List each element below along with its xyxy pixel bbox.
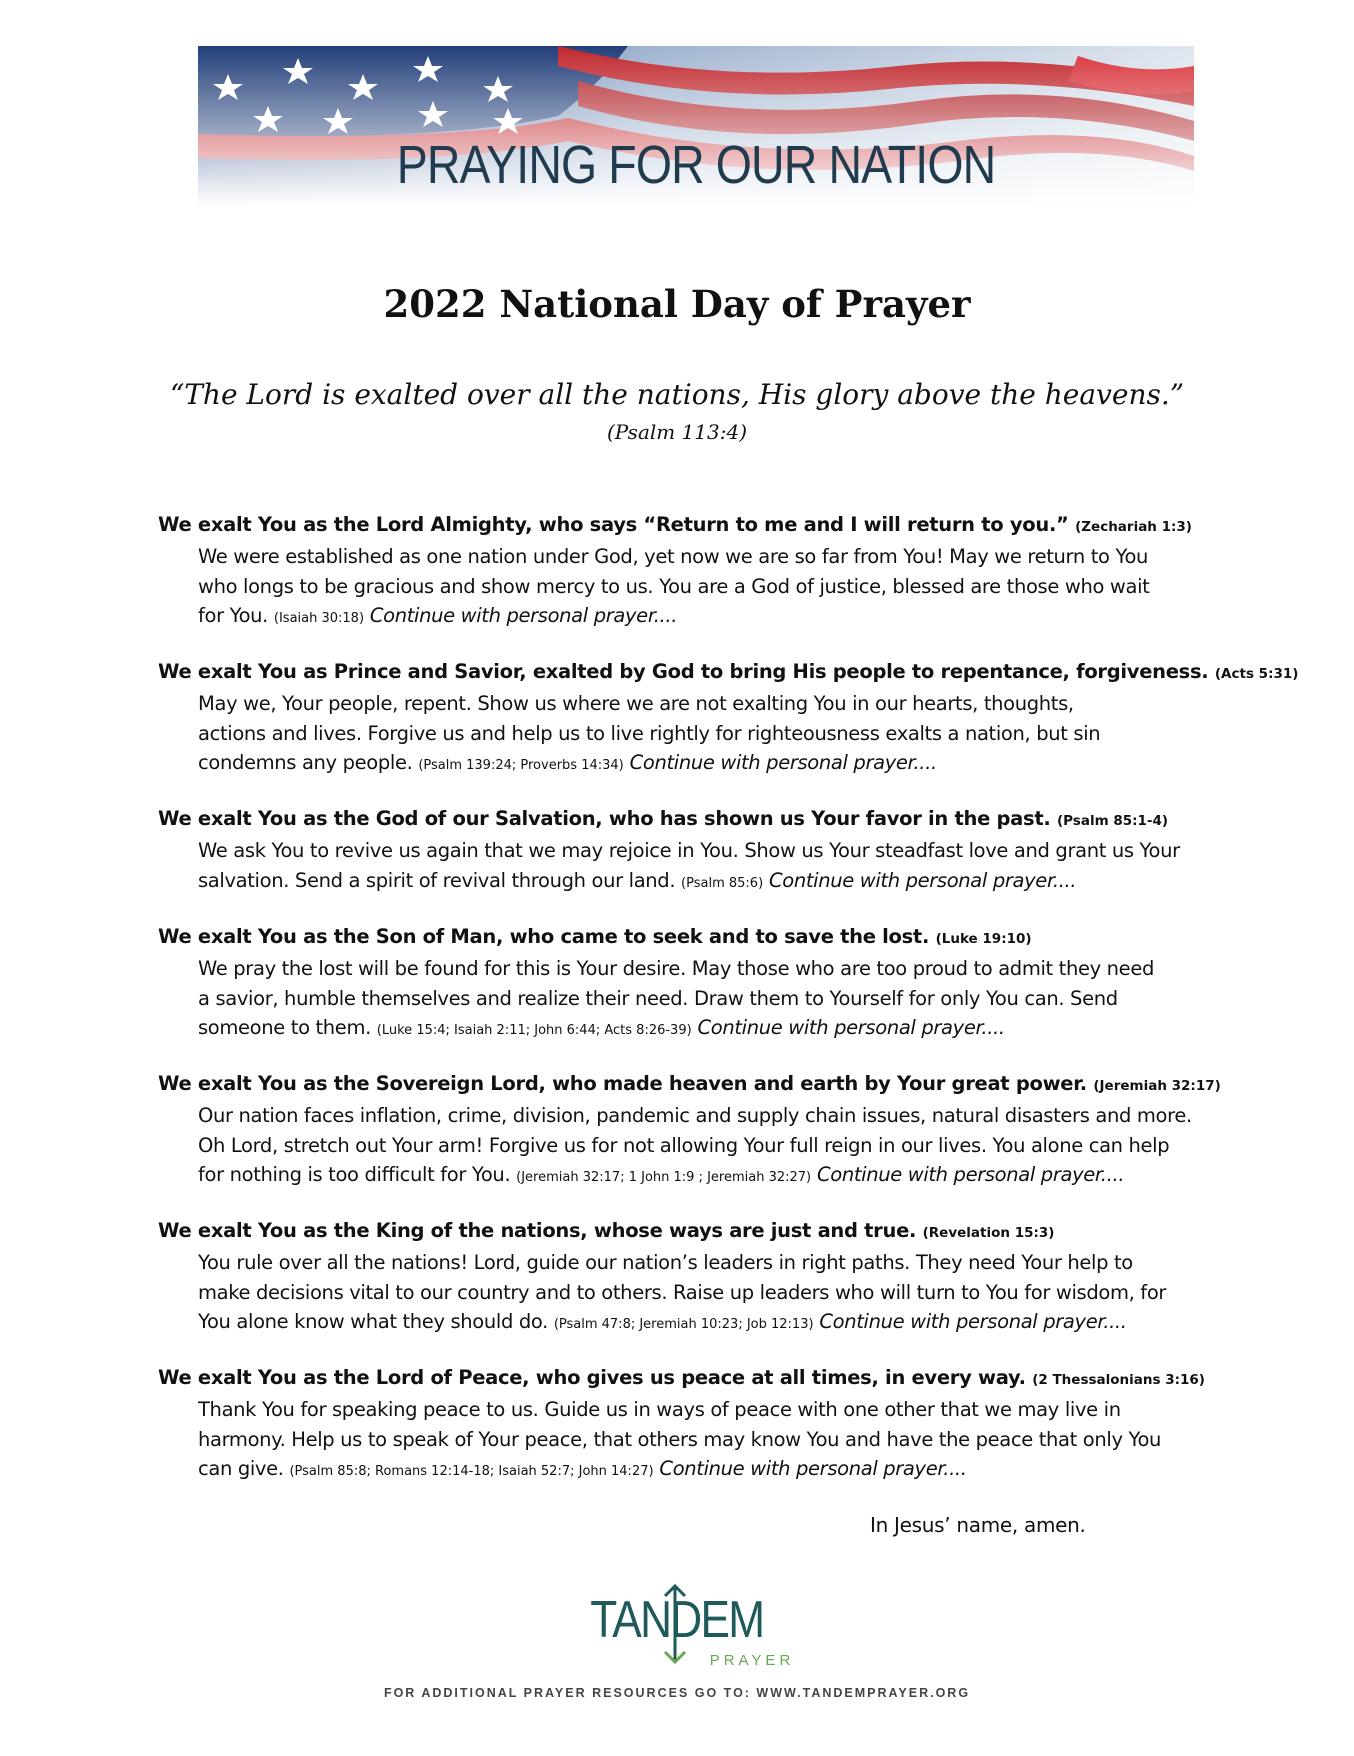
continue-prompt: Continue with personal prayer.... (697, 1016, 1005, 1039)
prayer-section (158, 657, 1299, 781)
prayer-body: May we, Your people, repent. Show us where we are not exalting You in our hearts, thoughts, actions and lives. Forgive us and help us to live rightly for righteousness exalts a nation, but sin condemns any people. (Psalm 139:24; Proverbs 14:34) Continue with personal prayer.... (198, 692, 1101, 774)
prayer-section (158, 804, 1228, 898)
prayer-heading: We exalt You as the King of the nations, whose ways are just and true. (Revelation 15:3) (158, 1219, 1055, 1242)
heading-reference: (Jeremiah 32:17) (1093, 1078, 1221, 1094)
prayer-body: We pray the lost will be found for this is Your desire. May those who are too proud to admit they need a savior, humble themselves and realize their need. Draw them to Yourself for only You can. Send someone to them. (Luke 15:4; Isaiah 2:11; John 6:44; Acts 8:26-39) Continue with personal prayer.... (198, 957, 1155, 1039)
prayer-body: You rule over all the nations! Lord, guide our nation’s leaders in right paths. They need Your help to make decisions vital to our country and to others. Raise up leaders who will turn to You for wisdom, for You alone know what they should do. (Psalm 47:8; Jeremiah 10:23; Job 12:13) Continue with personal prayer.... (198, 1251, 1167, 1333)
prayer-body: We ask You to revive us again that we may rejoice in You. Show us Your steadfast love and grant us Your salvation. Send a spirit of revival through our land. (Psalm 85:6) Continue with personal prayer.... (198, 839, 1180, 892)
prayer-section (158, 1363, 1228, 1487)
heading-reference: (2 Thessalonians 3:16) (1032, 1372, 1205, 1388)
scripture-refs: (Psalm 139:24; Proverbs 14:34) (418, 758, 624, 773)
scripture-refs: (Psalm 85:6) (681, 875, 764, 891)
closing-line: In Jesus’ name, amen. (870, 1513, 1086, 1537)
prayer-body: We were established as one nation under God, yet now we are so far from You! May we return to You who longs to be gracious and show mercy to us. You are a God of justice, blessed are those who wait for You. (Isaiah 30:18) Continue with personal prayer.... (198, 545, 1150, 627)
prayer-section (158, 1069, 1228, 1193)
heading-reference: (Zechariah 1:3) (1075, 519, 1192, 535)
prayer-heading: We exalt You as the Son of Man, who came to seek and to save the lost. (Luke 19:10) (158, 925, 1032, 948)
scripture-refs: (Isaiah 30:18) (273, 611, 365, 626)
flag-banner (198, 46, 1194, 206)
scripture-refs: (Psalm 85:8; Romans 12:14-18; Isaiah 52:7; John 14:27) (289, 1464, 654, 1479)
prayer-heading: We exalt You as the Lord Almighty, who says “Return to me and I will return to you.” (Zechariah 1:3) (158, 513, 1192, 536)
logo-subtitle: PRAYER (709, 1652, 795, 1669)
page-title: 2022 National Day of Prayer (383, 282, 971, 326)
prayer-heading: We exalt You as Prince and Savior, exalted by God to bring His people to repentance, forgiveness. (Acts 5:31) (158, 660, 1299, 683)
epigraph-quote: “The Lord is exalted over all the nations, His glory above the heavens.” (169, 378, 1185, 411)
prayer-section (158, 922, 1228, 1046)
continue-prompt: Continue with personal prayer.... (819, 1310, 1127, 1333)
scripture-refs: (Jeremiah 32:17; 1 John 1:9 ; Jeremiah 32:27) (516, 1170, 812, 1185)
continue-prompt: Continue with personal prayer.... (629, 751, 937, 774)
epigraph-reference: (Psalm 113:4) (606, 420, 748, 444)
prayer-heading: We exalt You as the God of our Salvation, who has shown us Your favor in the past. (Psalm 85:1-4) (158, 807, 1169, 830)
resources-link[interactable]: FOR ADDITIONAL PRAYER RESOURCES GO TO: WWW.TANDEMPRAYER.ORG (383, 1686, 971, 1700)
prayer-body: Our nation faces inflation, crime, division, pandemic and supply chain issues, natural disasters and more. Oh Lord, stretch out Your arm! Forgive us for not allowing Your full reign in our lives. You alone can help for nothing is too difficult for You. (Jeremiah 32:17; 1 John 1:9 ; Jeremiah 32:27) Continue with personal prayer.... (198, 1104, 1192, 1186)
prayer-heading: We exalt You as the Lord of Peace, who gives us peace at all times, in every way. (2 Thessalonians 3:16) (158, 1366, 1205, 1389)
scripture-refs: (Psalm 47:8; Jeremiah 10:23; Job 12:13) (553, 1317, 814, 1332)
prayer-section (158, 510, 1228, 634)
prayer-section (158, 1216, 1228, 1340)
prayer-body: Thank You for speaking peace to us. Guide us in ways of peace with one other that we may live in harmony. Help us to speak of Your peace, that others may know You and have the peace that only You can give. (Psalm 85:8; Romans 12:14-18; Isaiah 52:7; John 14:27) Continue with personal prayer.... (198, 1398, 1162, 1480)
continue-prompt: Continue with personal prayer.... (369, 604, 678, 627)
heading-reference: (Revelation 15:3) (922, 1225, 1055, 1241)
continue-prompt: Continue with personal prayer.... (816, 1163, 1125, 1186)
logo-wordmark: TANDEM (590, 1591, 764, 1649)
continue-prompt: Continue with personal prayer.... (659, 1457, 967, 1480)
scripture-refs: (Luke 15:4; Isaiah 2:11; John 6:44; Acts 8:26-39) (376, 1023, 692, 1038)
prayer-heading: We exalt You as the Sovereign Lord, who made heaven and earth by Your great power. (Jeremiah 32:17) (158, 1072, 1221, 1095)
banner-title: PRAYING FOR OUR NATION (396, 135, 996, 195)
continue-prompt: Continue with personal prayer.... (769, 868, 1077, 892)
heading-reference: (Acts 5:31) (1214, 666, 1299, 682)
heading-reference: (Psalm 85:1-4) (1056, 813, 1169, 829)
heading-reference: (Luke 19:10) (935, 931, 1032, 947)
